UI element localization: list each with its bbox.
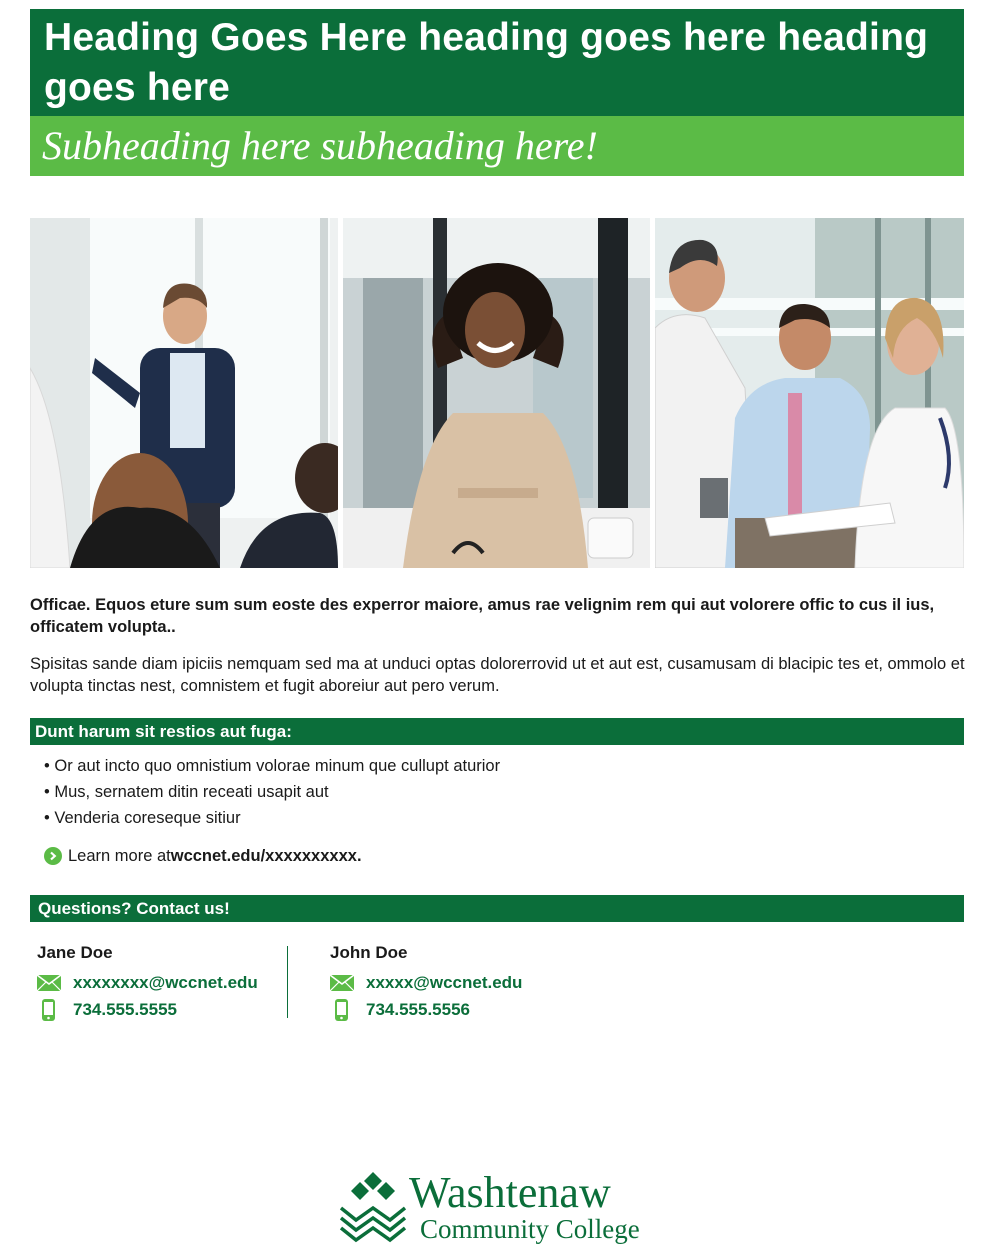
list-item: • Mus, sernatem ditin receati usapit aut [44,779,500,805]
chevron-right-icon [44,847,62,865]
bullet-list [44,753,500,831]
contact-section-title: Questions? Contact us! [38,899,230,918]
wcc-emblem-icon [338,1170,408,1246]
phone-icon [330,999,366,1021]
contact-email[interactable]: xxxxx@wccnet.edu [366,972,523,992]
list-section-title: Dunt harum sit restios aut fuga: [35,722,292,741]
learn-more [44,845,362,867]
contact-name: John Doe [330,943,408,962]
phone-icon [37,999,73,1021]
page-subheading: Subheading here subheading here! [42,123,598,168]
email-icon [330,975,366,991]
contact-name: Jane Doe [37,943,113,962]
page-heading: Heading Goes Here heading goes here heading goes here [44,16,929,109]
body-paragraph: Spisitas sande diam ipiciis nemquam sed ma at unduci optas dolorerrovid ut et aut est, cusamusam di blacipic tes et, ommolo et volupta tinctas nest, comnistem et fugit aboreiur aut pero verum. [30,655,965,695]
photo-medical-handshake [655,218,964,568]
list-item: • Or aut incto quo omnistium volorae minum que cullupt aturior [44,753,500,779]
learn-more-link[interactable]: wccnet.edu/xxxxxxxxxx. [170,847,362,865]
subheading-banner [30,116,964,176]
photo-presenter [30,218,338,568]
list-item: • Venderia coreseque sitiur [44,805,500,831]
contact-card-jane [37,942,258,1023]
contact-divider [287,946,288,1018]
email-icon [37,975,73,991]
logo-subname: Community College [420,1214,640,1244]
contact-card-john [330,942,522,1023]
logo-wordmark: Washtenaw [409,1168,611,1217]
contact-section-header [30,895,964,922]
learn-more-prefix: Learn more at [68,847,171,865]
contact-email[interactable]: xxxxxxxx@wccnet.edu [73,972,258,992]
intro-paragraph: Officae. Equos eture sum sum eoste des experror maiore, amus rae velignim rem qui aut volorere offic to cus il ius, officatem volupta.. [30,596,935,636]
photo-relaxed-woman [343,218,650,568]
list-section-header [30,718,964,745]
college-logo [338,1170,658,1246]
heading-banner [30,9,964,116]
contact-phone[interactable]: 734.555.5555 [73,999,177,1019]
contact-phone[interactable]: 734.555.5556 [366,999,470,1019]
